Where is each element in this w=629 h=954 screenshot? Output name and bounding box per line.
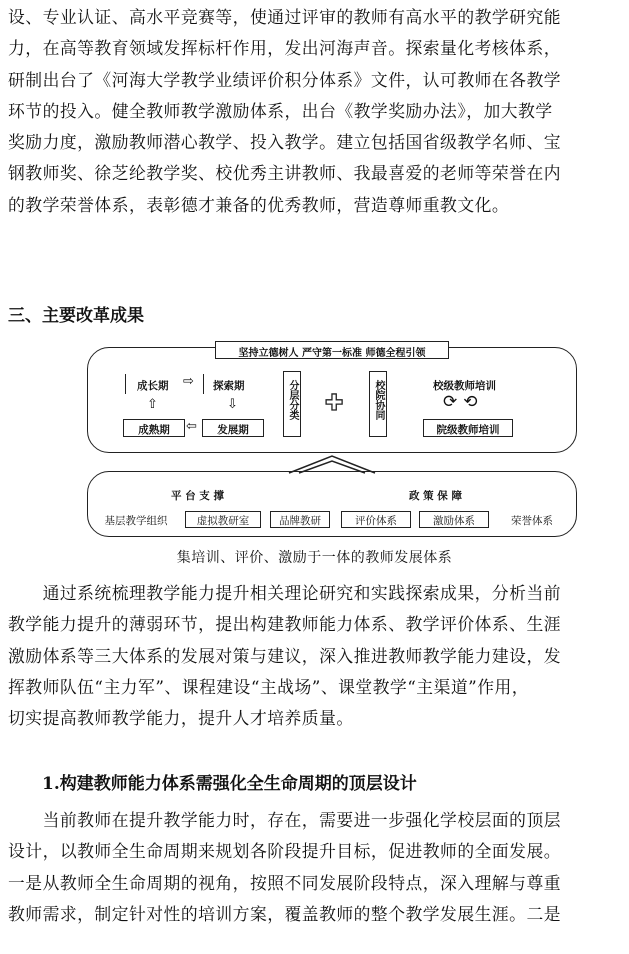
text-line: 教学能力提升的薄弱环节，提出构建教师能力体系、教学评价体系、生涯 [8,614,562,635]
bottom-item: 品牌教研 [270,511,330,528]
cycle-icon: ⟳⟲ [443,392,484,412]
text-line: 切实提高教师教学能力，提升人才培养质量。 [8,708,354,729]
bottom-item: 评价体系 [341,511,411,528]
text-line: 的教学荣誉体系，表彰德才兼备的优秀教师，营造尊师重教文化。 [8,194,510,215]
arrow-left-icon: ⇦ [186,419,197,434]
collab-box: 校院协同 [369,371,387,437]
stage-growth: 成长期 [137,380,169,392]
school-training-label: 校级教师培训 [433,380,496,392]
classify-box: 分层分类 [283,371,301,437]
top-banner: 坚持立德树人 严守第一标准 师德全程引领 [215,341,449,359]
paragraph-2 [8,578,624,734]
stage-growth-bar [125,374,126,394]
text-line: 奖励力度，激励教师潜心教学、投入教学。建立包括国省级教学名师、宝 [8,132,562,153]
stage-mature: 成熟期 [123,419,185,437]
arrow-up-icon: ⇧ [147,397,158,412]
text-line: 力，在高等教育领域发挥标杆作用，发出河海声音。探索量化考核体系， [8,38,562,59]
text-line: 通过系统梳理教学能力提升相关理论研究和实践探索成果，分析当前 [8,583,562,603]
bottom-item: 荣誉体系 [497,511,567,528]
stage-explore-bar [203,374,204,394]
text-line: 环节的投入。健全教师教学激励体系，出台《教学奖励办法》，加大教学 [8,100,553,121]
section-heading-3: 三、主要改革成果 [8,306,144,326]
text-line: 设、专业认证、高水平竞赛等，使通过评审的教师有高水平的教学研究能 [8,7,562,27]
paragraph-3 [8,805,624,930]
arrow-right-icon: ⇨ [183,374,194,389]
text-line: 研制出台了《河海大学教学业绩评价积分体系》文件，认可教师在各教学 [8,69,562,90]
text-line: 激励体系等三大体系的发展对策与建议，深入推进教师教学能力建设，发 [8,645,562,666]
policy-label: 政 策 保 障 [409,490,462,502]
text-line: 当前教师在提升教学能力时，存在，需要进一步强化学校层面的顶层 [8,810,562,830]
teacher-development-diagram [87,341,577,539]
plus-icon: ✚ [325,391,344,416]
text-line: 钢教师奖、徐芝纶教学奖、校优秀主讲教师、我最喜爱的老师等荣誉在内 [8,163,562,184]
stage-develop: 发展期 [202,419,264,437]
bottom-item: 基层教学组织 [93,511,179,528]
bottom-item: 虚拟教研室 [185,511,261,528]
figure-caption: 集培训、评价、激励于一体的教师发展体系 [176,550,453,566]
text-line: 设计，以教师全生命周期来规划各阶段提升目标，促进教师的全面发展。 [8,841,562,862]
college-training-box: 院级教师培训 [423,419,513,437]
platform-label: 平 台 支 撑 [171,490,224,502]
section-heading-1: 1.构建教师能力体系需强化全生命周期的顶层设计 [42,774,417,794]
text-line: 教师需求，制定针对性的培训方案，覆盖教师的整个教学发展生涯。二是 [8,903,562,924]
text-line: 挥教师队伍“主力军”、课程建设“主战场”、课堂教学“主渠道”作用， [8,676,530,697]
arrow-down-icon: ⇩ [227,397,238,412]
stage-explore: 探索期 [213,380,245,392]
bottom-item: 激励体系 [419,511,489,528]
text-line: 一是从教师全生命周期的视角，按照不同发展阶段特点，深入理解与尊重 [8,872,562,893]
paragraph-1 [8,2,624,221]
